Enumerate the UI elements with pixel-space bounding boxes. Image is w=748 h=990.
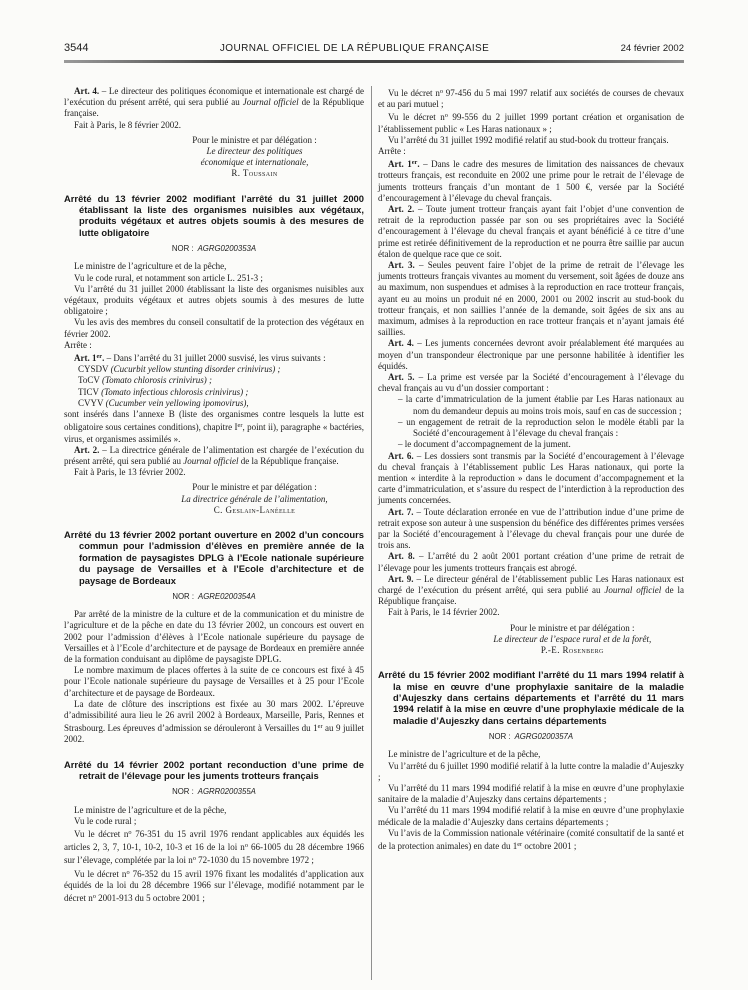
text-segment: Vu le décret n — [388, 112, 445, 123]
text-segment: Arrête : — [64, 339, 92, 350]
date-line — [378, 607, 684, 618]
text-segment: er — [317, 723, 323, 731]
text-segment: au 9 juillet 2002. — [64, 723, 364, 745]
text-segment: – la carte d’immatriculation de la jument établie par Les Haras nationaux au nom du demandeur depuis au moins trois mois, sauf en cas de succession ; — [398, 394, 684, 416]
text-segment: – L’arrêté du 2 août 2001 portant création d’une prime de retrait de l’élevage pour les juments trotteurs français est abrogé. — [378, 551, 685, 573]
nor-line — [64, 786, 364, 797]
paragraph — [64, 261, 364, 272]
text-segment: (Tomato infectious chlorosis crinivirus) ; — [101, 386, 249, 397]
text-segment: Art. 5. — [388, 372, 415, 383]
article-paragraph — [378, 204, 684, 260]
text-segment: , point ii), paragraphe « bactéries, virus, et organismes assimilés ». — [64, 422, 364, 444]
nor-label: NOR : — [488, 732, 511, 742]
journal-title: JOURNAL OFFICIEL DE LA RÉPUBLIQUE FRANÇAISE — [219, 43, 490, 54]
text-segment: – le document d’accompagnement de la jument. — [398, 439, 571, 450]
nor-line — [378, 731, 684, 742]
text-segment: er — [411, 159, 418, 167]
virus-line — [64, 375, 364, 386]
text-segment: Journal officiel — [183, 455, 239, 466]
text-segment: Vu le code rural, et notamment son article L. 251-3 ; — [74, 272, 263, 283]
paragraph — [378, 828, 684, 852]
list-item-dash — [378, 439, 684, 450]
text-segment: er — [96, 353, 103, 361]
signature-line: Pour le ministre et par délégation : — [510, 622, 635, 633]
paragraph — [378, 110, 684, 134]
text-segment: Art. 2. — [388, 204, 415, 215]
text-segment: Art. 4. — [74, 86, 100, 96]
text-segment: Art. 7. — [388, 506, 414, 517]
text-segment: – un engagement de retrait de la reproduction selon le modèle établi par la Société d’encouragement à l’élevage du cheval français : — [398, 416, 684, 439]
text-segment: 76-351 du 15 avril 1976 rendant applicables aux équidés les articles 2, 3, 7, 10-1, 10-2, 10-3 et 16 de la loi n — [64, 829, 364, 853]
text-segment: Fait à Paris, le 14 février 2002. — [388, 607, 500, 618]
nor-line — [64, 591, 364, 602]
text-segment: Vu l’arrêté du 31 juillet 2000 établissant la liste des organismes nuisibles aux végétaux, produits végétaux et autres objets soumis à des mesures de lutte obligatoire ; — [64, 283, 364, 317]
page-number: 3544 — [64, 42, 89, 54]
nor-label: NOR : — [171, 244, 194, 254]
text-segment: Vu le décret n — [74, 829, 129, 840]
signature-line: Pour le ministre et par délégation : — [192, 482, 317, 493]
text-segment: Journal officiel — [242, 97, 299, 108]
text-segment: Fait à Paris, le 13 février 2002. — [74, 467, 186, 478]
list-item-dash — [378, 394, 684, 416]
text-segment: – Toute jument trotteur français ayant fait l’objet d’une convention de retrait de la reproduction passée par son ou ses propriétaires avec la Société d’encouragement à l’élevage du cheval français et ayant bénéficié à ce titre d’une prime est retirée définitivement de la reproduction et ne pourra être saillie par aucun étalon de quelque race que ce soit. — [378, 204, 684, 259]
virus-line — [64, 364, 364, 375]
text-segment: de la République française. — [64, 97, 364, 119]
text-segment: Journal officiel — [604, 584, 662, 595]
paragraph — [64, 317, 364, 339]
text-segment: Vu le code rural ; — [74, 815, 137, 826]
article-paragraph — [378, 451, 684, 507]
text-segment: Vu l’avis de la Commission nationale vétérinaire (comité consultatif de la santé et de la protection animales) en date du 1 — [378, 827, 684, 852]
text-segment: – Les dossiers sont transmis par la Société d’encouragement à l’élevage du cheval français à l’établissement public Les Haras nationaux, qui porte la mention « interdite à la reproduction » dans le document d’accompagnement et la carte d’immatriculation, et s’assure du respect de l’interdiction à la reproduction des juments concernées. — [378, 450, 684, 506]
decree-title: Arrêté du 15 février 2002 modifiant l’arrêté du 11 mars 1994 relatif à la mise en œuvre d’une prophylaxie sanitaire de la maladie d’Aujeszky dans certains départements et l’arrêté du 11 mars 1994 relatif à la mise en œuvre d’une prophylaxie médicale de la maladie d’Aujeszky dans certains départements — [378, 669, 684, 726]
text-segment: er — [517, 841, 523, 849]
text-segment: Vu l’arrêté du 11 mars 1994 modifié relatif à la mise en œuvre d’une prophylaxie médicale de la maladie d’Aujeszky dans certains départements ; — [378, 805, 684, 827]
text-segment: Vu le décret n — [74, 868, 127, 879]
date-line — [64, 120, 364, 131]
text-segment: Vu l’arrêté du 6 juillet 1990 modifié relatif à la lutte contre la maladie d’Aujeszky ; — [378, 760, 684, 782]
text-segment: Vu les avis des membres du conseil consultatif de la protection des végétaux en février 2002. — [64, 317, 364, 339]
header-rule — [64, 60, 684, 63]
text-segment: – Dans le cadre des mesures de limitation des naissances de chevaux trotteurs français, est reconduite en 2002 une prime pour le retrait de l’élevage de juments trotteurs français d’un montant de 1 500 €, versée par la Société d’encouragement à l’élevage du cheval français. — [378, 159, 684, 203]
text-segment: (Cucumber vein yellowing ipomovirus), — [105, 397, 249, 408]
date-line — [64, 467, 364, 478]
page-header — [64, 42, 684, 63]
paragraph — [378, 86, 684, 110]
signatory-name: P.-E. Rosenberg — [540, 644, 604, 655]
paragraph — [64, 816, 364, 827]
nor-code: AGRE0200354A — [198, 591, 256, 601]
decree-title: Arrêté du 13 février 2002 portant ouverture en 2002 d’un concours commun pour l’admission d’élèves en première année de la formation de paysagistes DPLG à l’Ecole nationale supérieure du paysage de Versailles et à l’Ecole d’architecture et de paysage de Bordeaux — [64, 528, 364, 586]
arrete-line — [378, 146, 684, 157]
article-paragraph — [378, 260, 684, 338]
list-item-dash — [378, 417, 684, 439]
text-segment: Le ministre de l’agriculture et de la pêche, — [74, 261, 227, 272]
text-segment: o — [192, 855, 196, 863]
virus-line — [64, 387, 364, 398]
text-segment: TICV — [78, 386, 102, 397]
nor-code: AGRR0200355A — [197, 787, 256, 797]
article-paragraph — [64, 86, 364, 120]
text-segment: – La prime est versée par la Société d’encouragement à l’élevage du cheval français au vu d’un dossier comportant : — [378, 372, 684, 394]
text-segment: – Toute déclaration erronée en vue de l’attribution indue d’une prime de retrait expose son auteur à une suspension du bénéfice des différentes primes versées par la Société d’encouragement à l’élevage du cheval français pour une durée de trois ans. — [378, 506, 684, 551]
signature-line: Le directeur des politiques — [206, 146, 303, 157]
text-segment: Art. 1 — [388, 159, 412, 170]
paragraph — [378, 805, 684, 827]
text-segment: Le ministre de l’agriculture et de la pêche, — [388, 749, 541, 760]
article-paragraph — [378, 507, 684, 552]
text-segment: o — [128, 829, 132, 837]
decree-title: Arrêté du 13 février 2002 modifiant l’arrêté du 31 juillet 2000 établissant la liste des organismes nuisibles aux végétaux, produits végétaux et autres objets soumis à des mesures de lutte obligatoire — [64, 192, 364, 238]
text-segment: Art. 4. — [388, 338, 414, 349]
paragraph — [64, 827, 364, 867]
text-segment: – Seules peuvent faire l’objet de la prime de retrait de l’élevage les juments trotteurs français vivantes au moment du versement, soit âgées de douze ans au maximum, non suspendues et admises à la reproduction en race trotteur français, ayant eu au moins un produit né en 2000, 2001 ou 2002 inscrit au stud-book du trotteur français, et non saillies l’année de la demande, soit âgées de six ans au maximum, admises à la reproduction en race trotteur français et n’ayant jamais été saillies. — [378, 260, 684, 338]
text-segment: Par arrêté de la ministre de la culture et de la communication et du ministre de l’agriculture et de la pêche en date du 13 février 2002, un concours est ouvert en 2002 pour l’admission d’élèves à l’Ecole nationale supérieure du paysage de Versailles et à l’Ecole d’architecture et de paysage de Bordeaux en première année de la formation conduisant au diplôme de paysagiste DPLG. — [64, 609, 364, 664]
text-segment: ToCV — [78, 375, 102, 386]
article-paragraph — [64, 351, 364, 364]
arrete-line — [64, 340, 364, 351]
paragraph — [64, 805, 364, 816]
signature-line: La directrice générale de l’alimentation, — [181, 493, 328, 504]
text-segment: 99-556 du 2 juillet 1999 portant création et organisation de l’établissement public « Les Haras nationaux » ; — [378, 112, 684, 134]
right-column — [378, 86, 684, 984]
nor-label: NOR : — [172, 787, 194, 797]
text-segment: (Tomato chlorosis crinivirus) ; — [101, 375, 213, 386]
text-segment: – Les juments concernées devront avoir préalablement été marquées au moyen d’un transpondeur électronique par une personne habilitée à identifier les équidés. — [378, 338, 685, 371]
text-segment: Art. 3. — [388, 260, 415, 271]
text-segment: Vu l’arrêté du 11 mars 1994 modifié relatif à la mise en œuvre d’une prophylaxie sanitaire de la maladie d’Aujeszky dans certains départements ; — [378, 783, 684, 805]
text-segment: Fait à Paris, le 8 février 2002. — [74, 119, 181, 130]
text-segment: – La directrice générale de l’alimentation est chargée de l’exécution du présent arrêté, qui sera publié au — [64, 444, 364, 466]
text-segment: . — [417, 159, 420, 170]
article-paragraph — [64, 445, 364, 467]
paragraph — [64, 284, 364, 318]
text-segment: 97-456 du 5 mai 1997 relatif aux sociétés de courses de chevaux et au pari mutuel ; — [378, 88, 685, 110]
paragraph — [378, 749, 684, 760]
paragraph — [64, 273, 364, 284]
text-segment: Vu l’arrêté du 31 juillet 1992 modifié relatif au stud-book du trotteur français. — [388, 134, 669, 145]
text-segment: o — [126, 868, 130, 876]
text-segment: Le ministre de l’agriculture et de la pêche, — [74, 804, 227, 815]
text-segment: La date de clôture des inscriptions est fixée au 30 mars 2002. L’épreuve d’admissibilité aura lieu le 26 avril 2002 à Bordeaux, Marseille, Paris, Rennes et Strasbourg. Les épreuves d’admission se dérouleront à Versailles du 1 — [64, 698, 364, 734]
text-segment: CVYV — [78, 397, 106, 408]
text-segment: de la République française. — [378, 584, 684, 607]
text-segment: – Le directeur des politiques économique et internationale est chargé de l’exécution du présent arrêté, qui sera publié au — [64, 86, 364, 108]
virus-line — [64, 398, 364, 409]
text-segment: Art. 8. — [388, 551, 415, 562]
text-segment: CYSDV — [78, 364, 111, 375]
paragraph — [64, 665, 364, 699]
article-paragraph — [378, 157, 684, 204]
text-segment: – Le directeur général de l’établissement public Les Haras nationaux est chargé de l’exécution du présent arrêté, qui sera publié au — [378, 573, 684, 595]
signature-block — [145, 482, 364, 516]
text-segment: sont insérés dans l’annexe B (liste des organismes contre lesquels la lutte est obligatoire sous certaines conditions), chapitre I — [64, 409, 364, 433]
nor-label: NOR : — [172, 591, 194, 601]
signature-block — [145, 135, 364, 180]
signature-line: économique et internationale, — [200, 157, 309, 168]
text-segment: Arrête : — [378, 146, 406, 157]
text-segment: Art. 6. — [388, 450, 414, 461]
text-segment: Art. 2. — [74, 444, 100, 455]
text-segment: 66-1005 du 28 décembre 1966 sur l’élevage, complétée par la loi n — [64, 842, 364, 866]
signature-line: Pour le ministre et par délégation : — [192, 134, 317, 145]
paragraph — [64, 699, 364, 746]
text-columns — [64, 86, 684, 984]
paragraph — [64, 867, 364, 905]
nor-code: AGRG0200357A — [514, 732, 574, 742]
text-segment: de la République française. — [238, 455, 339, 466]
text-segment: (Cucurbit yellow stunting disorder crinivirus) ; — [110, 364, 281, 375]
signatory-name: R. Toussain — [231, 168, 278, 179]
article-paragraph — [378, 551, 684, 573]
signatory-name: C. Geslain-Lanéelle — [213, 504, 296, 515]
paragraph — [378, 761, 684, 783]
text-segment: Art. 1 — [74, 353, 97, 364]
issue-date: 24 février 2002 — [620, 43, 684, 54]
text-segment: o — [444, 112, 448, 120]
nor-line — [64, 243, 364, 254]
article-paragraph — [378, 338, 684, 372]
decree-title: Arrêté du 14 février 2002 portant reconduction d’une prime de retrait de l’élevage pour les juments trotteurs français — [64, 758, 364, 781]
signature-line: Le directeur de l’espace rural et de la forêt, — [493, 633, 652, 644]
article-paragraph — [378, 372, 684, 394]
paragraph — [64, 409, 364, 445]
paragraph — [64, 609, 364, 665]
text-segment: 2001-913 du 5 octobre 2001 ; — [95, 893, 205, 904]
text-segment: 76-352 du 15 avril 1976 fixant les modalités d’application aux équidés de la loi du 28 décembre 1966 sur l’élevage, modifié notamment par le décret n — [64, 868, 365, 904]
text-segment: 72-1030 du 15 novembre 1972 ; — [195, 855, 314, 866]
text-segment: octobre 2001 ; — [522, 841, 577, 852]
text-segment: er — [237, 422, 243, 430]
text-segment: . — [102, 353, 105, 364]
signature-block — [461, 623, 684, 657]
text-segment: – Dans l’arrêté du 31 juillet 2000 susvisé, les virus suivants : — [104, 353, 326, 364]
text-segment: Art. 9. — [388, 573, 414, 584]
left-column — [64, 86, 364, 984]
article-paragraph — [378, 574, 684, 608]
text-segment: Le nombre maximum de places offertes à la suite de ce concours est fixé à 45 pour l’Ecole nationale supérieure du paysage de Versailles et à 25 pour l’Ecole d’architecture et de paysage de Bordeaux. — [64, 665, 364, 698]
paragraph — [378, 783, 684, 805]
nor-code: AGRG0200353A — [197, 244, 257, 254]
text-segment: o — [244, 842, 248, 850]
text-segment: o — [92, 893, 96, 901]
text-segment: Vu le décret n — [388, 88, 440, 98]
paragraph — [378, 135, 684, 146]
text-segment: o — [439, 88, 443, 95]
